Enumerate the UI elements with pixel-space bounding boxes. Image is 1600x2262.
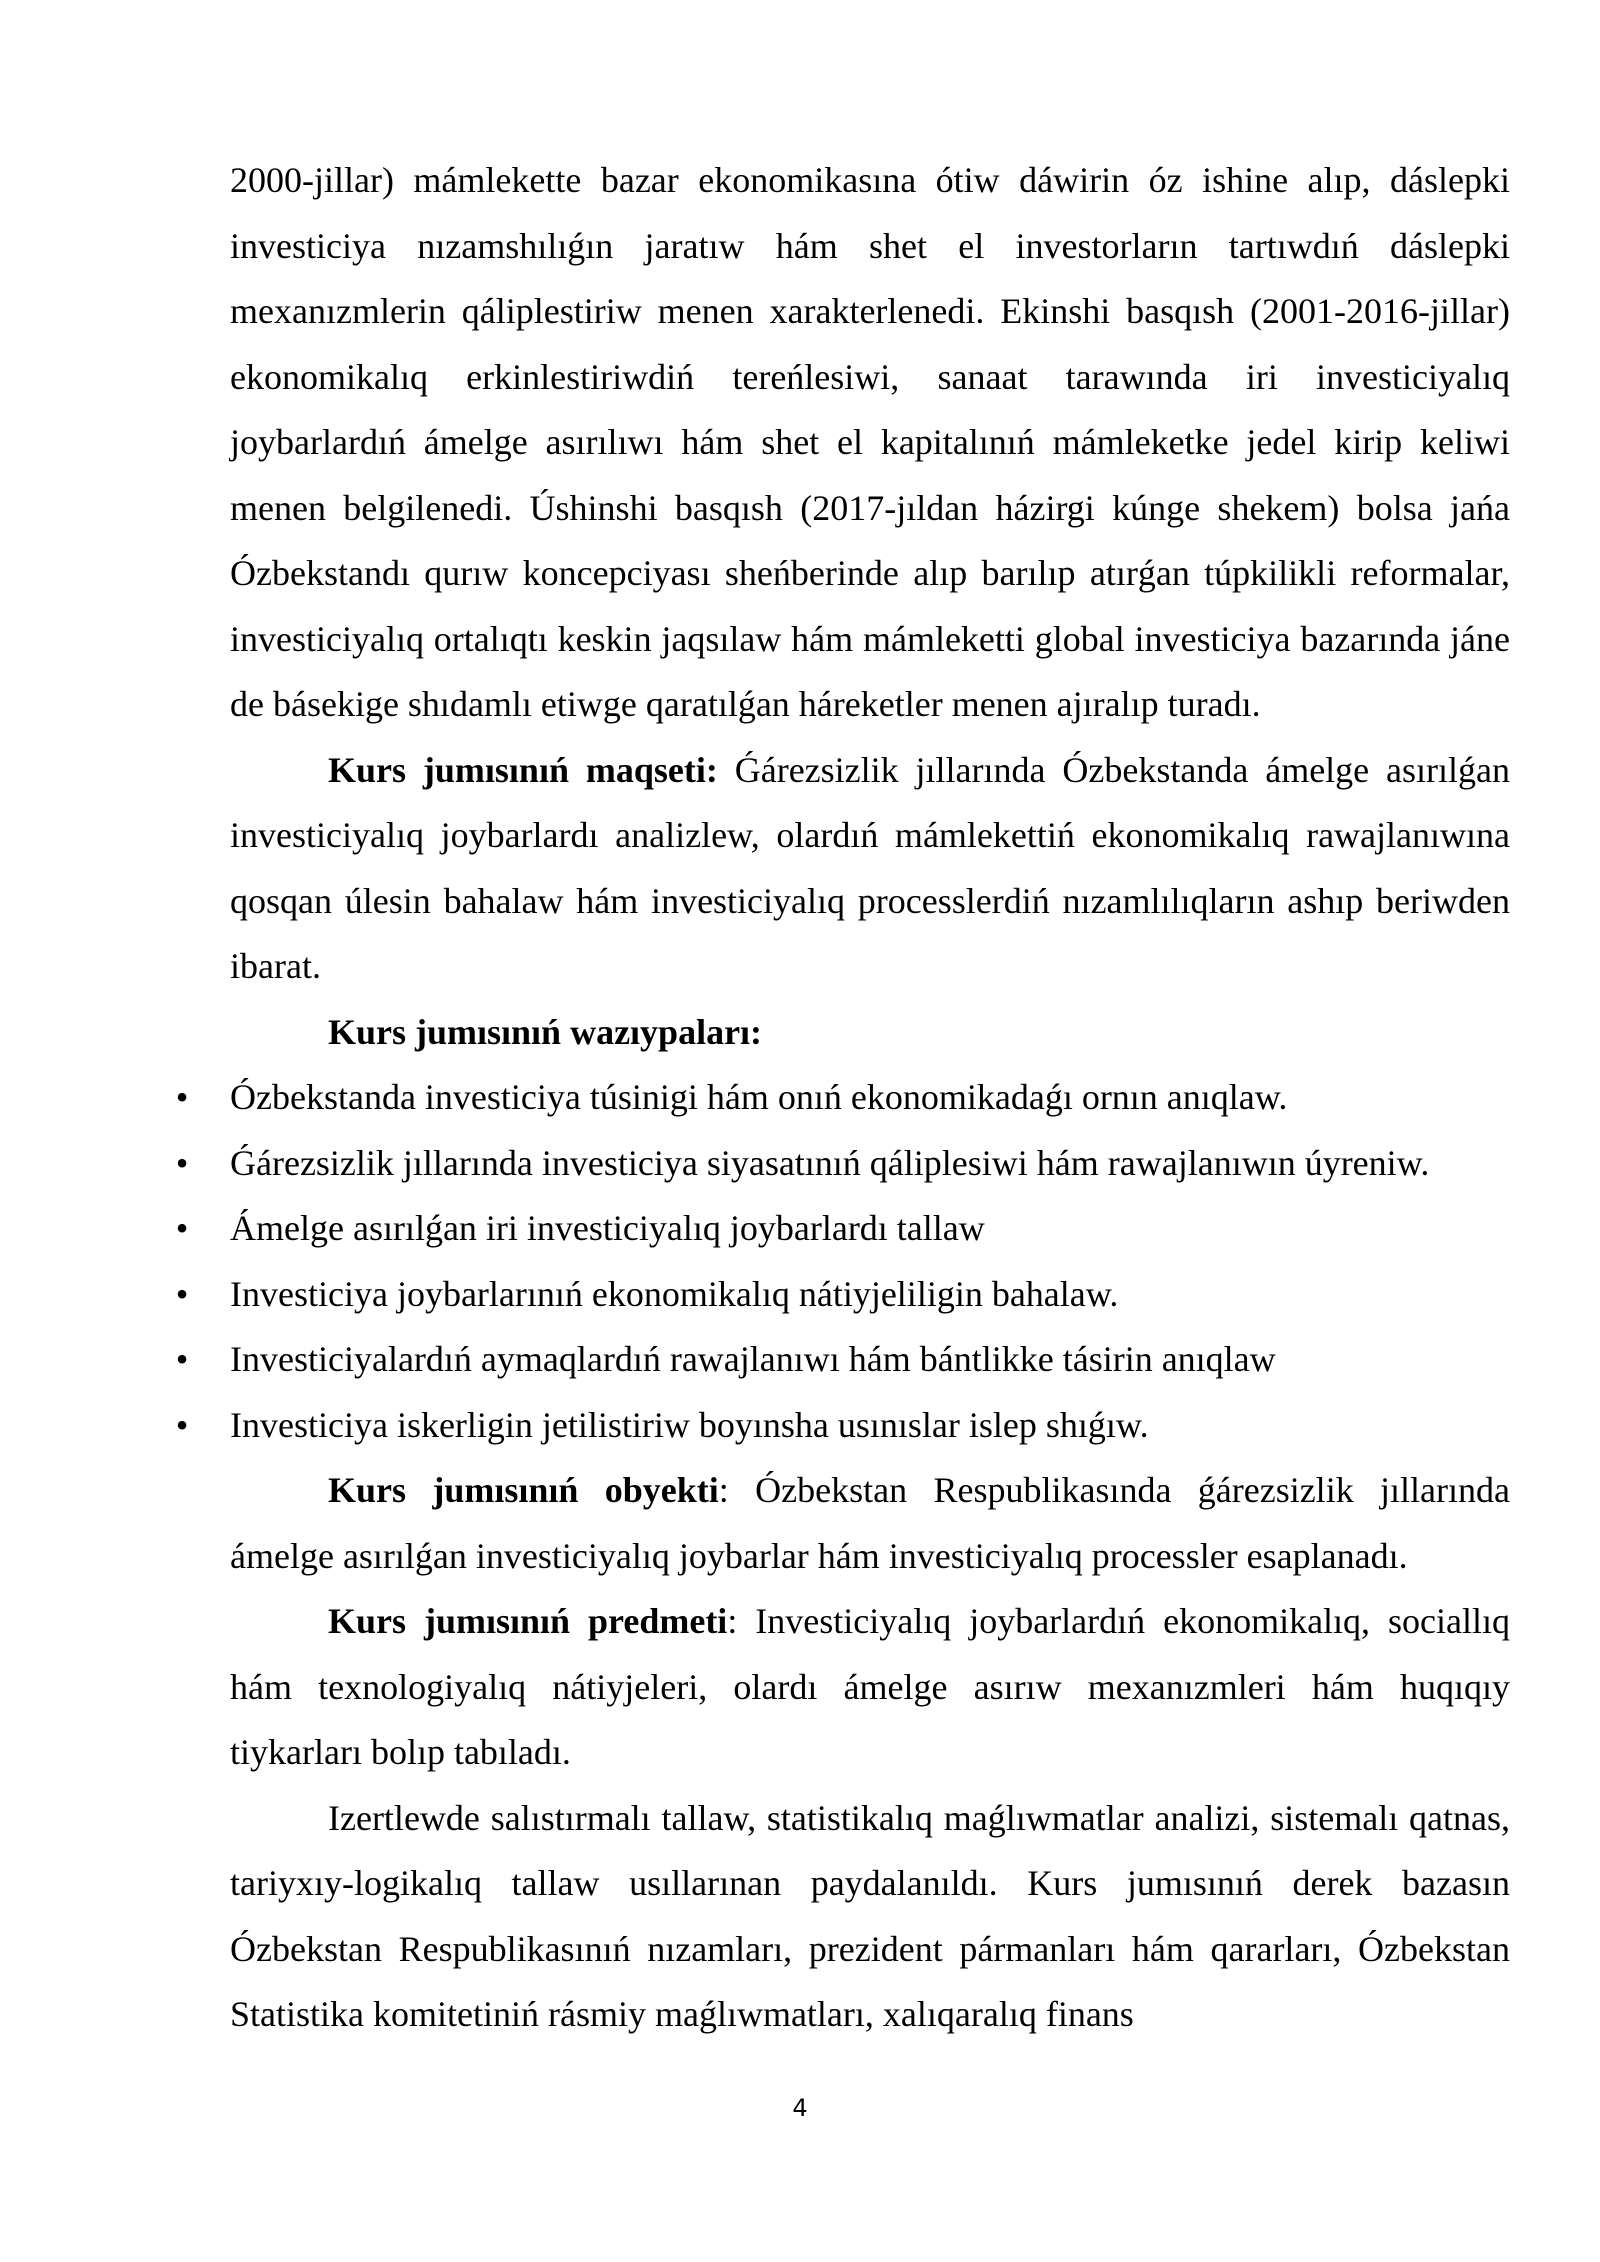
list-item <box>175 1196 1510 1262</box>
paragraph-object <box>230 1458 1510 1589</box>
bullet-icon: • <box>175 1077 189 1117</box>
list-item <box>175 1131 1510 1197</box>
paragraph-historical-stages: 2000-jillar) mámlekette bazar ekonomikasına ótiw dáwirin óz ishine alıp, dáslepki investiciya nızamshılıǵın jaratıw hám shet el investorların tartıwdıń dáslepki mexanızmlerin qáliplestiriw menen xarakterlenedi. Ekinshi basqısh (2001-2016-jillar) ekonomikalıq erkinlestiriwdiń tereńlesiwi, sanaat tarawında iri investiciyalıq joybarlardıń ámelge asırılıwı hám shet el kapitalınıń mámleketke jedel kirip keliwi menen belgilenedi. Úshinshi basqısh (2017-jıldan házirgi kúnge shekem) bolsa jańa Ózbekstandı qurıw koncepciyası sheńberinde alıp barılıp atırǵan túpkilikli reformalar, investiciyalıq ortalıqtı keskin jaqsılaw hám mámleketti global investiciya bazarında jáne de básekige shıdamlı etiwge qaratılǵan háreketler menen ajıralıp turadı. <box>230 160 1510 724</box>
task-text: Investiciya iskerligin jetilistiriw boyınsha usınıslar islep shıǵıw. <box>230 1404 1149 1445</box>
tasks-label: Kurs jumısınıń wazıypaları: <box>328 1011 763 1052</box>
bullet-icon: • <box>175 1339 189 1379</box>
goal-label: Kurs jumısınıń maqseti: <box>328 749 718 790</box>
paragraph-methods: Izertlewde salıstırmalı tallaw, statistikalıq maǵlıwmatlar analizi, sistemalı qatnas, tariyxıy-logikalıq tallaw usıllarınan paydalanıldı. Kurs jumısınıń derek bazasın Ózbekstan Respublikasınıń nızamları, prezident pármanları hám qararları, Ózbekstan Statistika komitetiniń rásmiy maǵlıwmatları, xalıqaralıq finans <box>230 1797 1510 2034</box>
bullet-icon: • <box>175 1273 189 1314</box>
bullet-icon: • <box>175 1404 189 1445</box>
list-item <box>175 1327 1510 1393</box>
object-label: Kurs jumısınıń obyekti <box>328 1470 719 1510</box>
goal-text: Ǵárezsizlik jıllarında Ózbekstanda ámelge asırılǵan investiciyalıq joybarlardı analizlew, olardıń mámlekettiń ekonomikalıq rawajlanıwına qosqan úlesin bahalaw hám investiciyalıq processlerdiń nızamlılıqların ashıp beriwden ibarat. <box>230 749 1511 986</box>
list-item <box>175 1262 1510 1328</box>
bullet-icon: • <box>175 1208 189 1248</box>
page-body <box>175 148 1511 2048</box>
paragraph-subject <box>230 1589 1510 1786</box>
task-text: Investiciyalardıń aymaqlardıń rawajlanıwı hám bántlikke tásirin anıqlaw <box>230 1339 1276 1379</box>
tasks-list <box>175 1065 1510 1458</box>
object-text: : Ózbekstan Respublikasında ǵárezsizlik jıllarında ámelge asırılǵan investiciyalıq joybarlar hám investiciyalıq processler esaplanadı. <box>230 1470 1510 1576</box>
tasks-heading <box>230 1000 1510 1066</box>
task-text: Ǵárezsizlik jıllarında investiciya siyasatınıń qáliplesiwi hám rawajlanıwın úyreniw. <box>230 1142 1430 1183</box>
subject-text: : Investiciyalıq joybarlardıń ekonomikalıq, sociallıq hám texnologiyalıq nátiyjeleri, olardı ámelge asırıw mexanızmleri hám huqıqıy tiykarları bolıp tabıladı. <box>230 1601 1511 1772</box>
page-number: 4 <box>792 2094 808 2122</box>
paragraph-goal <box>230 738 1510 1000</box>
bullet-icon: • <box>175 1142 189 1183</box>
task-text: Ózbekstanda investiciya túsinigi hám onıń ekonomikadaǵı ornın anıqlaw. <box>230 1077 1288 1117</box>
task-text: Investiciya joybarlarınıń ekonomikalıq nátiyjeliligin bahalaw. <box>230 1273 1119 1314</box>
task-text: Ámelge asırılǵan iri investiciyalıq joybarlardı tallaw <box>230 1208 985 1248</box>
list-item <box>175 1393 1510 1459</box>
list-item <box>175 1065 1510 1131</box>
subject-label: Kurs jumısınıń predmeti <box>328 1601 728 1641</box>
